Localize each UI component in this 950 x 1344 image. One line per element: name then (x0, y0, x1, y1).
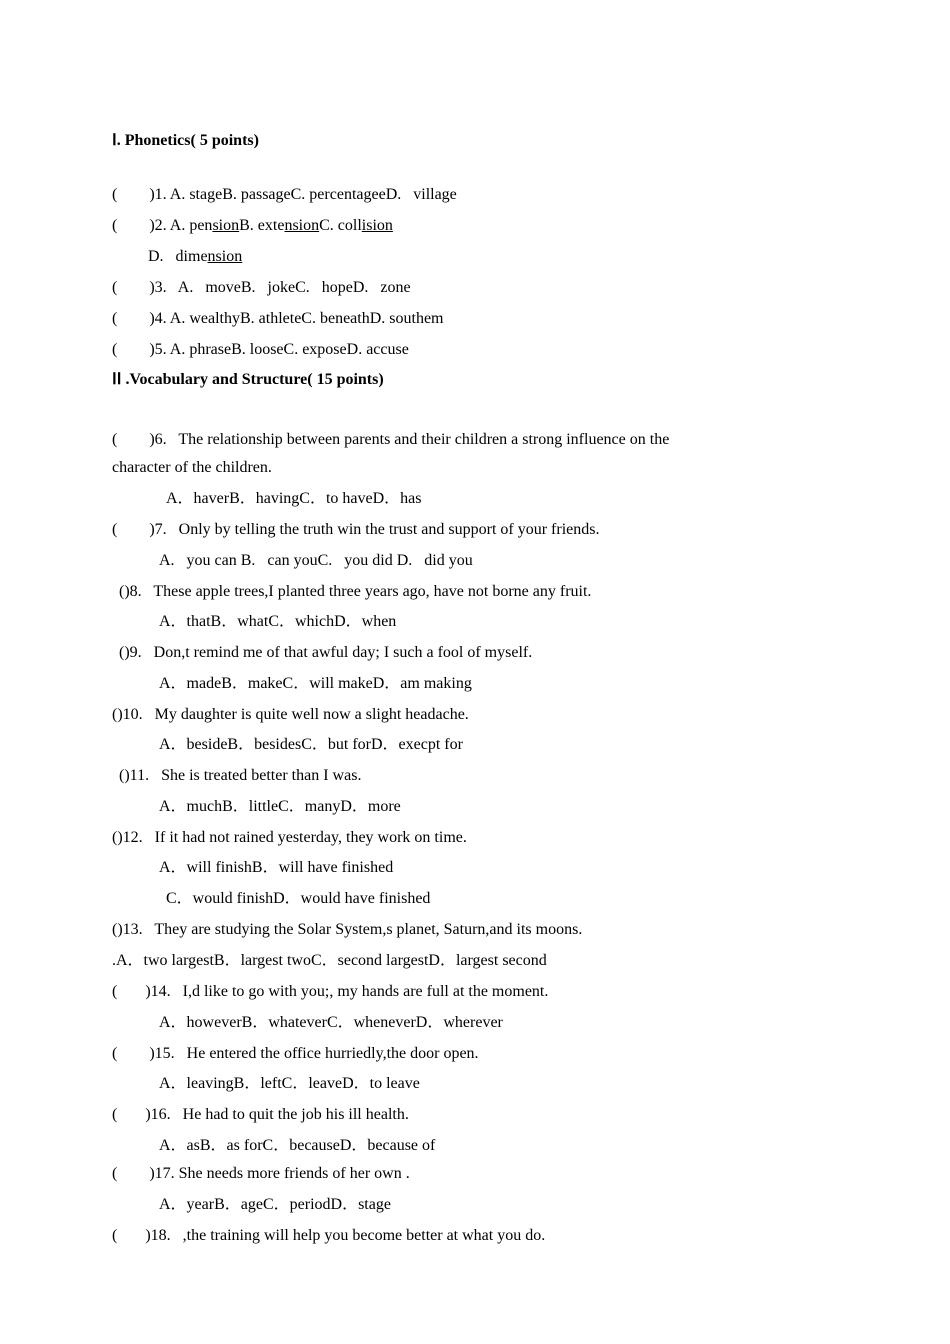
question-12-options-a: A．will finishB．will have finished (159, 859, 394, 876)
question-2-prefix: ( )2. A. pen (112, 217, 213, 234)
question-2-underline-a: sion (212, 217, 240, 234)
question-5: ( )5. A. phraseB. looseC. exposeD. accuse (112, 341, 409, 358)
question-16-options: A．asB．as forC．becauseD．because of (159, 1137, 436, 1154)
question-11: ()11. She is treated better than I was. (119, 767, 362, 784)
question-17-options: A．yearB．ageC．periodD．stage (159, 1196, 391, 1213)
question-10-options: A．besideB．besidesC．but forD．execpt for (159, 736, 463, 753)
section-2-title: ⅠⅠ .Vocabulary and Structure( 15 points) (112, 371, 384, 388)
question-8: ()8. These apple trees,I planted three years ago, have not borne any fruit. (119, 583, 592, 600)
section-1-title: Ⅰ. Phonetics( 5 points) (112, 132, 259, 149)
question-2 (112, 216, 393, 236)
question-17: ( )17. She needs more friends of her own . (112, 1165, 410, 1182)
question-13-options: .A．two largestB．largest twoC．second largestD．largest second (112, 952, 547, 969)
question-13: ()13. They are studying the Solar System,s planet, Saturn,and its moons. (112, 921, 583, 938)
question-15: ( )15. He entered the office hurriedly,the door open. (112, 1045, 479, 1062)
question-4: ( )4. A. wealthyB. athleteC. beneathD. southem (112, 310, 444, 327)
question-16: ( )16. He had to quit the job his ill health. (112, 1106, 409, 1123)
question-2-text-c: C. coll (319, 217, 362, 234)
question-6: ( )6. The relationship between parents and their children a strong influence on the (112, 431, 670, 448)
question-18: ( )18. ,the training will help you become better at what you do. (112, 1227, 546, 1244)
question-2-text-b: B. exte (239, 217, 285, 234)
question-3: ( )3. A. moveB. jokeC. hopeD. zone (112, 279, 411, 296)
question-2-option-d (148, 247, 242, 267)
question-9-options: A．madeB．makeC．will makeD．am making (159, 675, 472, 692)
question-15-options: A．leavingB．leftC．leaveD．to leave (159, 1075, 420, 1092)
question-7: ( )7. Only by telling the truth win the trust and support of your friends. (112, 521, 600, 538)
question-1: ( )1. A. stageB. passageC. percentageeD. village (112, 186, 457, 203)
question-2-underline-b: nsion (284, 217, 320, 234)
question-6-continued: character of the children. (112, 459, 272, 476)
question-14: ( )14. I,d like to go with you;, my hands are full at the moment. (112, 983, 549, 1000)
question-7-options: A. you can B. can youC. you did D. did you (159, 552, 473, 569)
question-14-options: A．howeverB．whateverC．wheneverD．wherever (159, 1014, 503, 1031)
question-2-underline-c: ision (361, 217, 393, 234)
question-12-options-b: C．would finishD．would have finished (166, 890, 431, 907)
question-12: ()12. If it had not rained yesterday, they work on time. (112, 829, 467, 846)
question-2-d-prefix: D. dime (148, 248, 208, 265)
question-10: ()10. My daughter is quite well now a slight headache. (112, 706, 469, 723)
question-9: ()9. Don,t remind me of that awful day; I such a fool of myself. (119, 644, 533, 661)
question-2-underline-d: nsion (207, 248, 243, 265)
question-11-options: A．muchB．littleC．manyD．more (159, 798, 401, 815)
question-6-options: A．haverB．havingC．to haveD．has (166, 490, 422, 507)
question-8-options: A．thatB．whatC．whichD．when (159, 613, 397, 630)
